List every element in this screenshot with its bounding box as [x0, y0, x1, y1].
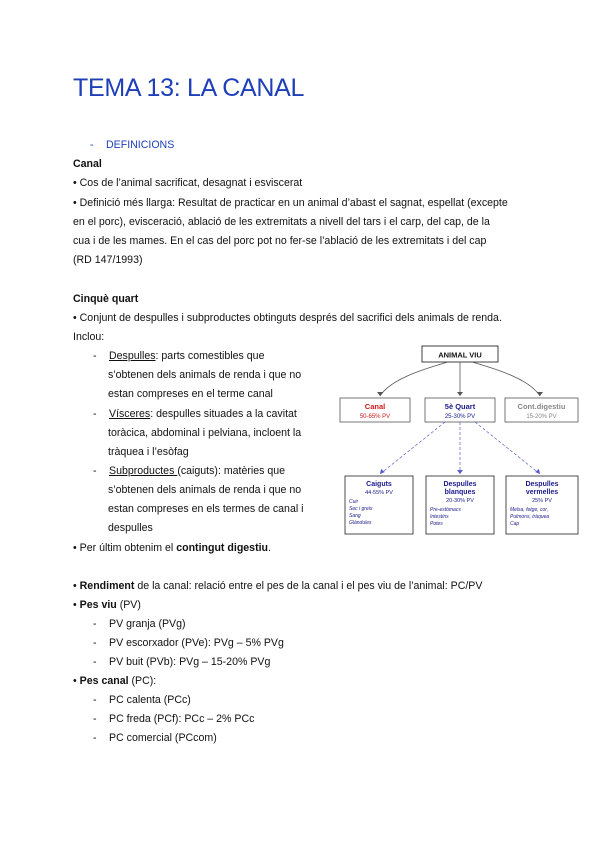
pes-canal-item	[93, 729, 217, 748]
cinque-intro-line: Inclou:	[73, 331, 105, 343]
pes-viu-item-text: PV escorxador (PVe): PVg – 5% PVg	[109, 637, 284, 649]
arrow-head	[535, 469, 540, 474]
bullet: •	[73, 675, 80, 687]
canal-bullet-1: • Cos de l’animal sacrificat, desagnat i esviscerat	[73, 177, 303, 189]
connector-line	[380, 362, 448, 396]
list-item-visceres	[93, 405, 297, 424]
dash-bullet: -	[93, 350, 97, 362]
despulles-blanques-item: Intestins	[430, 514, 449, 520]
canal-definition-line: (RD 147/1993)	[73, 254, 143, 266]
pes-viu-term: Pes viu	[79, 599, 117, 611]
despulles-vermelles-item: Cap	[510, 521, 520, 527]
despulles-vermelles-box	[506, 476, 578, 534]
text-segment: .	[268, 542, 271, 554]
canal-definition-line: en el porc), evisceració, ablació de les extremitats a nivell del tars i el carp, del cap, de la	[73, 216, 490, 228]
arrow-head	[380, 469, 385, 474]
dash-bullet: -	[93, 694, 97, 706]
cinque-intro-line: • Conjunt de despulles i subproductes obtinguts després del sacrifici dels animals de renda.	[73, 312, 502, 324]
list-item-subproductes	[93, 462, 285, 481]
despulles-blanques-item: Potes	[430, 521, 443, 527]
rendiment-line	[73, 577, 482, 596]
term-rest: : despulles situades a la cavitat	[150, 408, 297, 420]
bullet: •	[73, 580, 80, 592]
canal-box-label: Canal	[364, 402, 386, 411]
dash-bullet: -	[93, 637, 97, 649]
despulles-blanques-label-2: blanques	[444, 489, 476, 496]
despulles-blanques-box	[426, 476, 494, 534]
despulles-blanques-item: Pre-estòmacs	[430, 507, 461, 513]
page-title: TEMA 13: LA CANAL	[73, 74, 305, 102]
section-heading-text: DEFINICIONS	[106, 139, 175, 151]
pes-canal-line	[73, 672, 156, 691]
dash-bullet: -	[93, 656, 97, 668]
pes-viu-text: (PV)	[116, 599, 141, 611]
term-rest: (caiguts): matèries que	[177, 465, 286, 477]
pes-canal-item	[93, 710, 254, 729]
despulles-blanques-pct: 20-30% PV	[446, 498, 474, 504]
dash-bullet: -	[93, 732, 97, 744]
section-heading	[73, 136, 174, 155]
list-item-line: s’obtenen dels animals de renda i que no	[108, 484, 302, 496]
caiguts-item: Sang	[349, 513, 361, 519]
pes-canal-text: (PC):	[128, 675, 157, 687]
canal-box-pct: 50-65% PV	[359, 414, 391, 420]
dash-bullet: -	[93, 408, 97, 420]
caiguts-item: Sec i greix	[349, 506, 373, 512]
list-item-line: estan compreses en els termes de canal i	[108, 503, 304, 515]
quart-diagram	[340, 340, 580, 540]
despulles-blanques-label: Despulles	[443, 481, 477, 488]
despulles-vermelles-label: Despulles	[525, 481, 559, 488]
pes-viu-item	[93, 653, 270, 672]
pes-canal-item-text: PC comercial (PCcom)	[109, 732, 217, 744]
pes-viu-item-text: PV buit (PVb): PVg – 15-20% PVg	[109, 656, 271, 668]
dash-bullet: -	[93, 713, 97, 725]
canal-definition-line: cua i de les mames. En el cas del porc pot no fer-se l’ablació de les extremitats i del cap	[73, 235, 487, 247]
pes-viu-item-text: PV granja (PVg)	[109, 618, 186, 630]
arrow-head	[457, 470, 463, 474]
caiguts-box	[345, 476, 413, 534]
caiguts-pct: 44-55% PV	[365, 490, 393, 496]
list-item-despulles	[93, 347, 264, 366]
connector-line	[472, 362, 540, 396]
despulles-vermelles-pct: 25% PV	[532, 498, 552, 504]
despulles-vermelles-item: Pulmons, tràquea	[510, 514, 550, 520]
pes-canal-term: Pes canal	[79, 675, 129, 687]
despulles-vermelles-item: Melsa, fetge, cor,	[510, 507, 549, 513]
list-item-line: estan compreses en el terme canal	[108, 388, 273, 400]
term-despulles: Despulles	[109, 350, 156, 362]
contingut-digestiu-line	[73, 539, 271, 558]
term-subproductes: Subproductes	[109, 465, 178, 477]
list-item-line: s’obtenen dels animals de renda i que no	[108, 369, 302, 381]
root-label: ANIMAL VIU	[438, 350, 482, 360]
canal-definition-line: • Definició més llarga: Resultat de practicar en un animal d’abast el sagnat, espellat (excepte	[73, 197, 508, 209]
quart-box-pct: 25-30% PV	[444, 414, 476, 420]
bullet: •	[73, 599, 80, 611]
quart-box-label: 5è Quart	[444, 402, 476, 411]
dashed-connector	[380, 422, 445, 474]
dash-bullet: -	[93, 618, 97, 630]
caiguts-item: Glàndules	[349, 520, 372, 526]
dash-bullet: -	[93, 465, 97, 477]
pes-viu-line	[73, 596, 141, 615]
term-visceres: Vísceres	[109, 408, 151, 420]
canal-heading: Canal	[73, 158, 102, 170]
list-item-line: despulles	[108, 522, 153, 534]
pes-canal-item	[93, 691, 191, 710]
digestiu-box-label: Cont.digestiu	[517, 402, 566, 411]
arrow-head	[377, 392, 383, 396]
contingut-digestiu-term: contingut digestiu	[176, 542, 269, 554]
dashed-connector	[475, 422, 540, 474]
digestiu-box-pct: 15-20% PV	[526, 414, 557, 420]
term-rest: : parts comestibles que	[155, 350, 265, 362]
pes-viu-item	[93, 615, 186, 634]
caiguts-label: Caiguts	[366, 481, 392, 488]
rendiment-text: de la canal: relació entre el pes de la canal i el pes viu de l’animal: PC/PV	[134, 580, 483, 592]
pes-viu-item	[93, 634, 284, 653]
pes-canal-item-text: PC calenta (PCc)	[109, 694, 191, 706]
dash-bullet: -	[90, 139, 94, 151]
caiguts-item: Cuir	[349, 499, 359, 505]
arrow-head	[537, 392, 543, 396]
despulles-vermelles-label-2: vermelles	[525, 489, 559, 496]
list-item-line: tràquea i l’esòfag	[108, 446, 189, 458]
cinque-heading: Cinquè quart	[73, 293, 139, 305]
arrow-head	[457, 392, 463, 396]
list-item-line: toràcica, abdominal i pelviana, incloent la	[108, 427, 302, 439]
rendiment-term: Rendiment	[79, 580, 135, 592]
text-segment: • Per últim obtenim el	[73, 542, 177, 554]
pes-canal-item-text: PC freda (PCf): PCc – 2% PCc	[109, 713, 255, 725]
